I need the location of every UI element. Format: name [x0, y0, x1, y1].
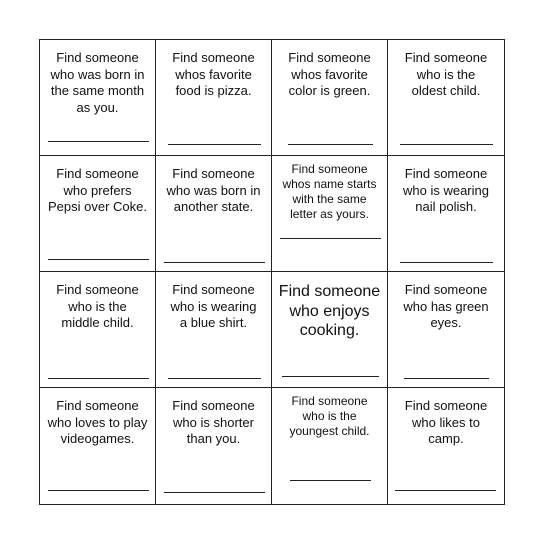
bingo-cell[interactable] — [156, 388, 272, 504]
bingo-cell[interactable] — [156, 156, 272, 272]
signature-line[interactable] — [168, 378, 261, 379]
cell-prompt: Find someone who is wearing a blue shirt. — [170, 282, 257, 330]
bingo-cell[interactable] — [156, 272, 272, 388]
signature-line[interactable] — [164, 262, 265, 263]
bingo-cell[interactable] — [272, 156, 388, 272]
signature-line[interactable] — [48, 141, 149, 142]
cell-prompt: Find someone who was born in the same month as you. — [50, 50, 145, 115]
cell-prompt: Find someone whos favorite food is pizza. — [172, 50, 255, 98]
bingo-cell[interactable] — [388, 272, 504, 388]
cell-prompt: Find someone who is the oldest child. — [404, 50, 488, 98]
cell-prompt: Find someone who has green eyes. — [403, 282, 489, 330]
bingo-cell[interactable] — [156, 40, 272, 156]
signature-line[interactable] — [404, 378, 489, 379]
signature-line[interactable] — [48, 259, 149, 260]
signature-line[interactable] — [400, 262, 493, 263]
cell-prompt: Find someone who is the youngest child. — [289, 394, 370, 438]
cell-prompt: Find someone who enjoys cooking. — [278, 283, 381, 339]
signature-line[interactable] — [168, 144, 261, 145]
bingo-cell[interactable] — [40, 40, 156, 156]
bingo-board — [39, 39, 505, 505]
cell-prompt: Find someone who is wearing nail polish. — [403, 166, 489, 214]
bingo-cell[interactable] — [40, 272, 156, 388]
signature-line[interactable] — [400, 144, 493, 145]
cell-prompt: Find someone who is the middle child. — [56, 282, 139, 330]
cell-prompt: Find someone whos favorite color is green. — [288, 50, 371, 98]
signature-line[interactable] — [288, 144, 373, 145]
bingo-cell[interactable] — [40, 388, 156, 504]
bingo-cell[interactable] — [40, 156, 156, 272]
signature-line[interactable] — [280, 238, 381, 239]
signature-line[interactable] — [395, 490, 496, 491]
signature-line[interactable] — [164, 492, 265, 493]
bingo-cell[interactable] — [272, 272, 388, 388]
bingo-cell[interactable] — [388, 40, 504, 156]
signature-line[interactable] — [48, 490, 149, 491]
signature-line[interactable] — [290, 480, 371, 481]
cell-prompt: Find someone who was born in another state. — [166, 166, 261, 214]
bingo-cell[interactable] — [272, 388, 388, 504]
signature-line[interactable] — [282, 376, 379, 377]
cell-prompt: Find someone who is shorter than you. — [172, 398, 255, 446]
bingo-cell[interactable] — [388, 156, 504, 272]
bingo-cell[interactable] — [272, 40, 388, 156]
cell-prompt: Find someone whos name starts with the same letter as yours. — [282, 162, 377, 221]
signature-line[interactable] — [48, 378, 149, 379]
bingo-cell[interactable] — [388, 388, 504, 504]
cell-prompt: Find someone who loves to play videogames. — [47, 398, 148, 446]
cell-prompt: Find someone who prefers Pepsi over Coke. — [48, 166, 147, 214]
cell-prompt: Find someone who likes to camp. — [404, 398, 488, 446]
